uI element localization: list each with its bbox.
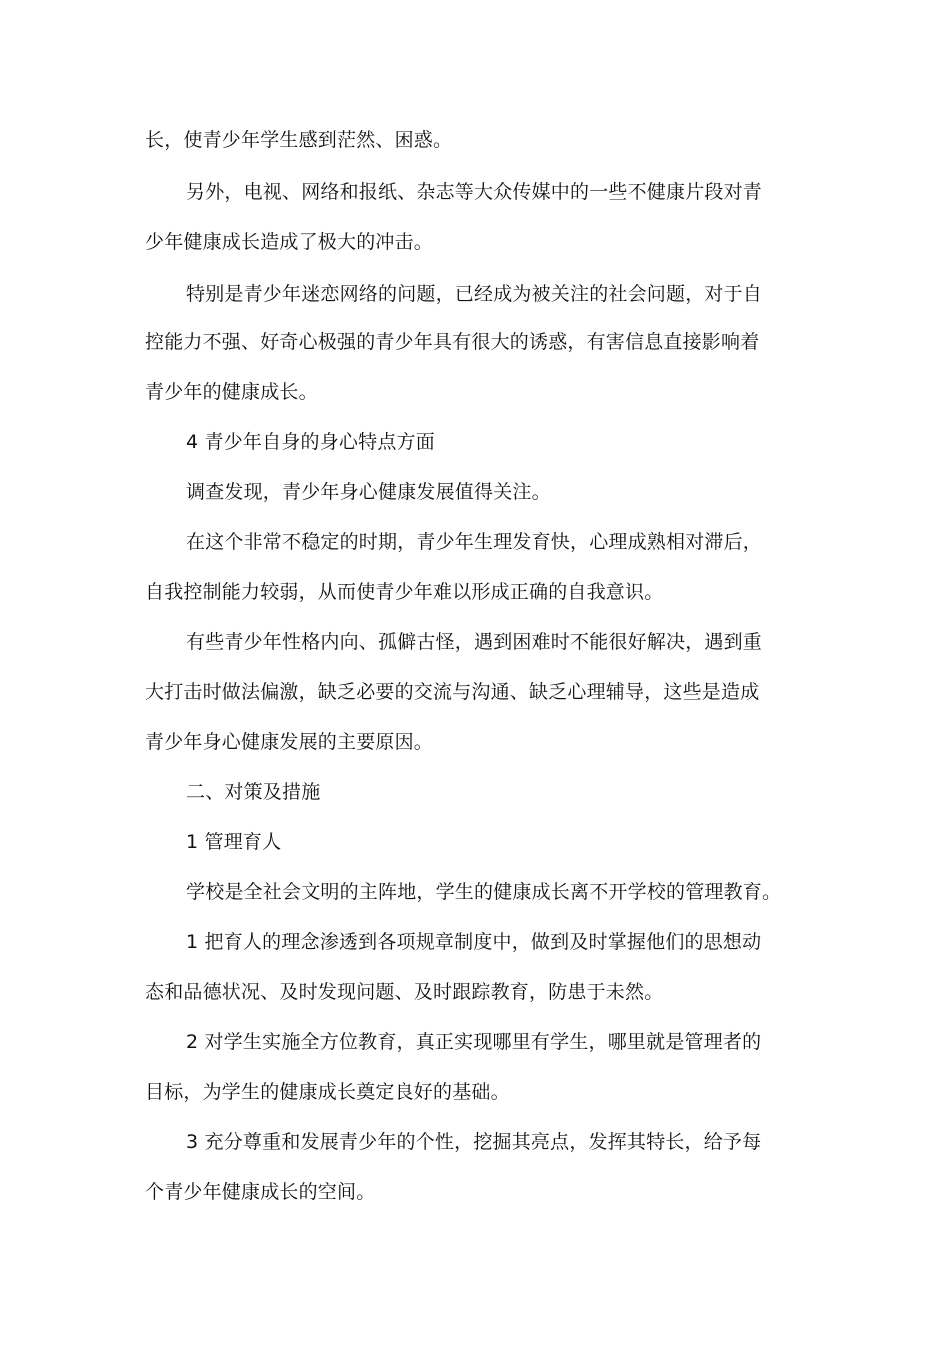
text-line: 青少年的健康成长。	[145, 381, 318, 403]
text-line: 2 对学生实施全方位教育，真正实现哪里有学生，哪里就是管理者的	[186, 1031, 762, 1053]
text-line: 少年健康成长造成了极大的冲击。	[145, 231, 434, 253]
section-heading: 4 青少年自身的身心特点方面	[186, 431, 435, 453]
text-line: 3 充分尊重和发展青少年的个性，挖掘其亮点，发挥其特长，给予每	[186, 1131, 762, 1153]
text-line: 控能力不强、好奇心极强的青少年具有很大的诱惑，有害信息直接影响着	[145, 331, 760, 353]
text-line: 态和品德状况、及时发现问题、及时跟踪教育，防患于未然。	[145, 981, 664, 1003]
text-line: 自我控制能力较弱，从而使青少年难以形成正确的自我意识。	[145, 581, 664, 603]
text-line: 学校是全社会文明的主阵地，学生的健康成长离不开学校的管理教育。	[186, 881, 782, 903]
text-line: 另外，电视、网络和报纸、杂志等大众传媒中的一些不健康片段对青	[186, 181, 763, 203]
section-heading: 1 管理育人	[186, 831, 282, 853]
text-line: 青少年身心健康发展的主要原因。	[145, 731, 434, 753]
text-line: 目标，为学生的健康成长奠定良好的基础。	[145, 1081, 510, 1103]
section-heading: 二、对策及措施	[186, 781, 321, 803]
text-line: 1 把育人的理念渗透到各项规章制度中，做到及时掌握他们的思想动	[186, 931, 762, 953]
text-line: 大打击时做法偏激，缺乏必要的交流与沟通、缺乏心理辅导，这些是造成	[145, 681, 760, 703]
text-line: 有些青少年性格内向、孤僻古怪，遇到困难时不能很好解决，遇到重	[186, 631, 763, 653]
text-line: 个青少年健康成长的空间。	[145, 1181, 376, 1203]
text-line: 特别是青少年迷恋网络的问题，已经成为被关注的社会问题，对于自	[186, 283, 763, 305]
text-line: 在这个非常不稳定的时期，青少年生理发育快，心理成熟相对滞后，	[186, 531, 763, 553]
text-line: 调查发现，青少年身心健康发展值得关注。	[186, 481, 551, 503]
text-line: 长，使青少年学生感到茫然、困惑。	[145, 129, 453, 151]
